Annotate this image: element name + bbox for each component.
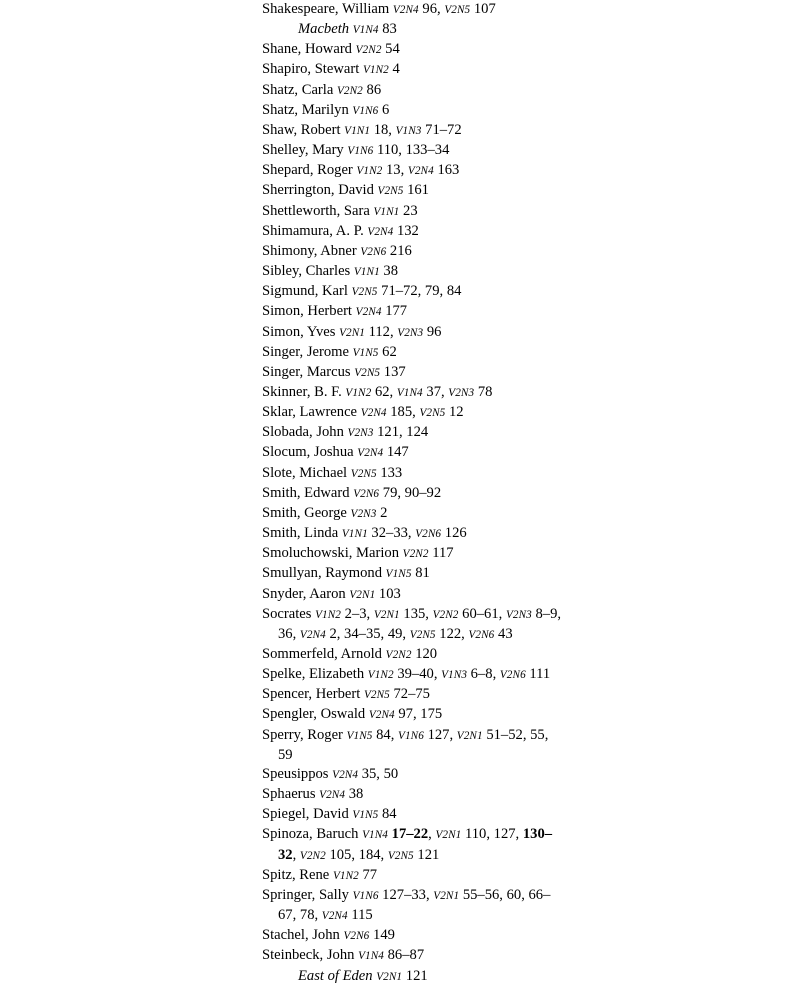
index-pages: 77 xyxy=(362,866,378,883)
index-entry-name: Spelke, Elizabeth xyxy=(262,666,368,683)
index-entry xyxy=(262,343,562,363)
index-pages: 216 xyxy=(389,242,412,259)
index-pages: 37, xyxy=(426,383,445,400)
index-pages: 103 xyxy=(378,585,401,602)
index-entry-name: Sibley, Charles xyxy=(262,263,354,280)
index-entry-name: Springer, Sally xyxy=(262,886,353,903)
index-volume-ref: V2N4 xyxy=(319,789,346,802)
index-pages: 6–8, xyxy=(470,666,497,683)
index-entry xyxy=(262,504,562,524)
index-entry-name: Shatz, Marilyn xyxy=(262,101,353,118)
index-entry-name: Smith, Edward xyxy=(262,484,354,501)
index-entry xyxy=(262,585,562,605)
index-entry xyxy=(262,605,562,645)
index-entry-name: Spengler, Oswald xyxy=(262,706,369,723)
index-pages: 13, xyxy=(385,162,405,179)
index-pages: 135, xyxy=(403,605,429,622)
index-entry-name: Singer, Marcus xyxy=(262,363,355,380)
index-entry xyxy=(262,0,562,20)
index-entry: Spinoza, Baruch V1N4 17–22, V2N1 110, 127, 130–32, V2N2 105, 184, V2N5 121 xyxy=(262,826,553,863)
index-pages: 51–52, 55, 59 xyxy=(278,726,549,763)
index-pages-bold: 130–32 xyxy=(278,826,553,863)
index-entry-name: Shaw, Robert xyxy=(262,121,345,138)
index-pages: 23 xyxy=(403,202,418,219)
index-entry xyxy=(262,705,562,725)
index-pages: 84, xyxy=(376,726,395,743)
index-volume-ref: V1N5 xyxy=(352,346,379,359)
index-pages: 121 xyxy=(402,967,428,984)
index-entry xyxy=(262,464,562,484)
index-entry xyxy=(262,81,562,101)
index-pages: 121, 124 xyxy=(377,424,429,441)
index-volume-ref: V2N3 xyxy=(347,427,374,440)
index-pages: 79, 90–92 xyxy=(382,484,442,501)
index-volume-ref: V2N5 xyxy=(363,689,390,702)
index-entry xyxy=(262,202,562,222)
index-pages: 12 xyxy=(448,404,464,421)
index-entry xyxy=(262,302,562,322)
index-pages: 97, 175 xyxy=(398,706,443,723)
index-entry xyxy=(262,484,562,504)
index-volume-ref: V2N2 xyxy=(402,548,429,561)
index-volume-ref: V2N4 xyxy=(367,225,394,238)
index-entry-name: Shatz, Carla xyxy=(262,81,337,98)
index-pages: 161 xyxy=(407,182,429,199)
index-pages: 96, xyxy=(422,1,441,17)
index-entry-name: Stachel, John xyxy=(262,927,344,944)
index-volume-ref: V1N1 xyxy=(341,528,368,541)
index-volume-ref: V2N4 xyxy=(355,306,382,319)
index-volume-ref: V2N4 xyxy=(368,709,395,722)
index-volume-ref: V1N2 xyxy=(315,608,341,621)
index-volume-ref: V1N3 xyxy=(395,124,422,137)
index-pages: 127, xyxy=(427,726,454,743)
index-pages: 35, 50 xyxy=(361,765,399,782)
index-volume-ref: V2N4 xyxy=(321,910,348,923)
index-entry xyxy=(262,926,562,946)
index-entry-name: Sphaerus xyxy=(262,786,320,803)
index-pages: 127–33, xyxy=(382,886,430,903)
index-volume-ref: V2N6 xyxy=(360,245,387,258)
index-entry xyxy=(262,785,562,805)
index-volume-ref: V1N4 xyxy=(396,386,423,399)
index-entry-name: Snyder, Aaron xyxy=(262,585,350,602)
index-entry xyxy=(262,443,562,463)
index-entry-name: Shakespeare, William xyxy=(262,1,393,17)
index-volume-ref: V1N4 xyxy=(352,24,379,37)
index-entry xyxy=(262,544,562,564)
index-sub-entry xyxy=(262,20,562,40)
index-volume-ref: V2N1 xyxy=(376,970,403,983)
index-volume-ref: V2N4 xyxy=(299,628,326,641)
index-pages: 60–61, xyxy=(462,605,503,622)
index-volume-ref: V2N4 xyxy=(360,407,387,420)
index-pages: 55–56, 60, 66–67, 78, xyxy=(278,886,551,924)
index-pages: 39–40, xyxy=(397,666,438,683)
index-volume-ref: V2N2 xyxy=(299,849,326,862)
index-entry-name: Spinoza, Baruch xyxy=(262,826,363,843)
index-volume-ref: V2N5 xyxy=(354,366,381,379)
index-volume-ref: V2N5 xyxy=(419,407,446,420)
index-pages: 2–3, xyxy=(344,605,371,622)
index-volume-ref: V2N1 xyxy=(456,729,483,742)
index-entry-name: Shelley, Mary xyxy=(262,142,348,159)
index-volume-ref: V1N6 xyxy=(352,104,379,117)
index-volume-ref: V2N2 xyxy=(432,608,459,621)
index-entry-list xyxy=(262,0,562,987)
index-pages: 110, 133–34 xyxy=(376,142,450,159)
index-entry xyxy=(262,946,562,966)
index-entry xyxy=(262,524,562,544)
index-pages: 122, xyxy=(439,625,465,642)
index-entry xyxy=(262,323,562,343)
index-volume-ref: V2N5 xyxy=(387,849,414,862)
index-volume-ref: V1N2 xyxy=(356,165,383,178)
index-volume-ref: V2N1 xyxy=(339,326,365,339)
index-entry xyxy=(262,886,562,926)
index-sub-entry-title: Macbeth xyxy=(298,21,353,38)
index-pages: 121 xyxy=(417,846,440,863)
index-entry-name: Simon, Herbert xyxy=(262,303,356,320)
index-entry xyxy=(262,665,562,685)
index-volume-ref: V1N4 xyxy=(358,950,384,963)
index-volume-ref: V1N2 xyxy=(367,669,394,682)
index-volume-ref: V2N4 xyxy=(332,768,359,781)
index-entry-name: Slote, Michael xyxy=(262,464,351,481)
index-entry xyxy=(262,866,562,886)
index-volume-ref: V2N2 xyxy=(355,44,382,57)
index-volume-ref: V2N4 xyxy=(357,447,384,460)
index-volume-ref: V1N2 xyxy=(345,386,372,399)
index-entry-name: Shane, Howard xyxy=(262,41,356,58)
index-volume-ref: V2N6 xyxy=(353,487,380,500)
index-pages: 71–72, 79, 84 xyxy=(381,283,462,300)
index-pages: 163 xyxy=(437,162,460,179)
index-pages: 62, xyxy=(374,383,394,400)
index-entry xyxy=(262,383,562,403)
index-entry xyxy=(262,645,562,665)
index-volume-ref: V2N5 xyxy=(377,185,404,198)
index-volume-ref: V1N2 xyxy=(362,64,389,77)
index-pages: 105, 184, xyxy=(329,846,385,863)
index-entry-name: Singer, Jerome xyxy=(262,343,353,360)
index-pages: 86 xyxy=(366,81,382,98)
index-volume-ref: V1N1 xyxy=(373,205,400,218)
index-entry-name: Smoluchowski, Marion xyxy=(262,545,403,562)
index-pages: 149 xyxy=(373,927,395,944)
index-pages: 110, 127, xyxy=(465,826,523,843)
index-pages: 6 xyxy=(381,101,390,118)
index-entry xyxy=(262,161,562,181)
index-pages: 115 xyxy=(351,907,373,924)
index-pages: 32–33, xyxy=(371,525,412,542)
index-pages: 126 xyxy=(444,525,467,542)
index-entry xyxy=(262,765,562,785)
index-volume-ref: V2N1 xyxy=(435,829,462,842)
index-entry-name: Smith, George xyxy=(262,504,351,521)
index-volume-ref: V2N3 xyxy=(397,326,424,339)
index-entry-name: Sperry, Roger xyxy=(262,726,347,743)
index-entry-name: Steinbeck, John xyxy=(262,947,359,964)
index-pages: 137 xyxy=(383,363,406,380)
index-entry-name: Spiegel, David xyxy=(262,806,353,823)
index-pages: 8–9, 36, xyxy=(278,605,562,642)
index-entry xyxy=(262,423,562,443)
index-entry-name: Skinner, B. F. xyxy=(262,383,346,400)
index-entry-name: Shimony, Abner xyxy=(262,242,361,259)
index-entry xyxy=(262,363,562,383)
index-entry xyxy=(262,40,562,60)
index-volume-ref: V1N5 xyxy=(385,568,412,581)
index-volume-ref: V2N4 xyxy=(392,4,419,16)
index-entry-name: Shapiro, Stewart xyxy=(262,61,363,78)
index-volume-ref: V1N6 xyxy=(347,145,374,158)
index-pages: 177 xyxy=(385,303,408,320)
index-entry-name: Sigmund, Karl xyxy=(262,283,352,300)
index-pages: 43 xyxy=(498,625,513,642)
index-entry xyxy=(262,242,562,262)
index-pages: 120 xyxy=(415,646,438,662)
index-entry xyxy=(262,403,562,423)
index-volume-ref: V2N1 xyxy=(349,588,376,601)
index-pages: 132 xyxy=(396,222,419,239)
index-entry xyxy=(262,685,562,705)
index-pages: 147 xyxy=(386,444,409,461)
index-entry-name: Spitz, Rene xyxy=(262,866,333,883)
index-entry xyxy=(262,726,562,765)
index-entry-name: Shimamura, A. P. xyxy=(262,222,368,239)
index-volume-ref: V2N2 xyxy=(336,84,363,97)
index-volume-ref: V2N5 xyxy=(409,628,436,641)
index-volume-ref: V1N3 xyxy=(441,669,468,682)
index-entry-name: Speusippos xyxy=(262,765,333,782)
index-entry xyxy=(262,141,562,161)
index-entry-name: Socrates xyxy=(262,605,316,622)
index-pages: 62 xyxy=(382,343,397,360)
index-volume-ref: V1N1 xyxy=(353,266,380,279)
index-volume-ref: V2N2 xyxy=(385,649,412,661)
index-pages: 38 xyxy=(383,263,399,280)
index-volume-ref: V2N6 xyxy=(499,669,526,682)
index-volume-ref: V2N1 xyxy=(373,608,400,621)
index-volume-ref: V2N6 xyxy=(343,930,370,943)
index-volume-ref: V2N6 xyxy=(415,528,442,541)
index-entry-name: Slocum, Joshua xyxy=(262,444,358,461)
index-entry-name: Shettleworth, Sara xyxy=(262,202,374,219)
index-pages: 133 xyxy=(380,464,403,481)
index-entry xyxy=(262,262,562,282)
index-volume-ref: V2N3 xyxy=(448,386,475,399)
index-sub-entry-title: East of Eden xyxy=(298,967,377,984)
index-volume-ref: V1N4 xyxy=(362,829,388,842)
index-pages: 112, xyxy=(368,323,394,340)
index-entry-name: Sherrington, David xyxy=(262,182,378,199)
index-sub-entry xyxy=(262,967,562,987)
index-pages: 81 xyxy=(415,565,430,582)
index-entry-name: Smullyan, Raymond xyxy=(262,565,386,582)
index-pages: 96 xyxy=(426,323,442,340)
index-entry xyxy=(262,222,562,242)
index-pages: 117 xyxy=(432,545,454,562)
index-pages: 2 xyxy=(380,504,388,521)
index-pages: 2, 34–35, 49, xyxy=(329,625,407,642)
index-volume-ref: V2N1 xyxy=(433,889,460,902)
index-volume-ref: V2N3 xyxy=(350,507,377,520)
index-volume-ref: V2N6 xyxy=(468,628,495,641)
index-volume-ref: V1N6 xyxy=(398,729,424,742)
index-volume-ref: V1N2 xyxy=(332,869,359,882)
index-pages-bold: 17–22 xyxy=(391,826,429,843)
index-entry-name: Spencer, Herbert xyxy=(262,686,364,703)
index-entry-name: Smith, Linda xyxy=(262,525,342,542)
index-volume-ref: V2N5 xyxy=(444,4,471,16)
index-entry xyxy=(262,101,562,121)
index-entry xyxy=(262,121,562,141)
index-pages: 18, xyxy=(373,121,392,138)
index-entry xyxy=(262,60,562,80)
index-pages: 78 xyxy=(477,383,493,400)
index-pages: 185, xyxy=(390,404,416,421)
index-pages: 83 xyxy=(378,21,397,38)
index-entry xyxy=(262,282,562,302)
index-pages: 84 xyxy=(381,806,397,823)
index-entry-name: Simon, Yves xyxy=(262,323,340,340)
index-volume-ref: V1N1 xyxy=(344,124,371,137)
index-volume-ref: V2N5 xyxy=(351,286,378,299)
index-volume-ref: V2N5 xyxy=(350,467,377,480)
index-pages: 54 xyxy=(385,41,400,58)
index-pages: 107 xyxy=(473,1,496,17)
index-pages: 72–75 xyxy=(393,686,430,703)
index-volume-ref: V1N5 xyxy=(346,729,373,742)
index-volume-ref: V1N6 xyxy=(352,889,379,902)
index-volume-ref: V2N4 xyxy=(407,165,434,178)
index-entry-name: Slobada, John xyxy=(262,424,348,441)
index-entry xyxy=(262,181,562,201)
index-pages: 86–87 xyxy=(387,947,425,964)
index-entry xyxy=(262,805,562,825)
index-volume-ref: V1N5 xyxy=(352,809,379,822)
index-entry-name: Sklar, Lawrence xyxy=(262,404,361,421)
index-volume-ref: V2N3 xyxy=(505,608,532,621)
index-pages: 4 xyxy=(392,61,400,78)
index-entry xyxy=(262,564,562,584)
index-pages: 111 xyxy=(529,666,551,683)
index-pages: 38 xyxy=(348,786,364,803)
index-entry-name: Sommerfeld, Arnold xyxy=(262,646,386,662)
index-pages: 71–72 xyxy=(425,121,462,138)
index-entry-name: Shepard, Roger xyxy=(262,162,357,179)
